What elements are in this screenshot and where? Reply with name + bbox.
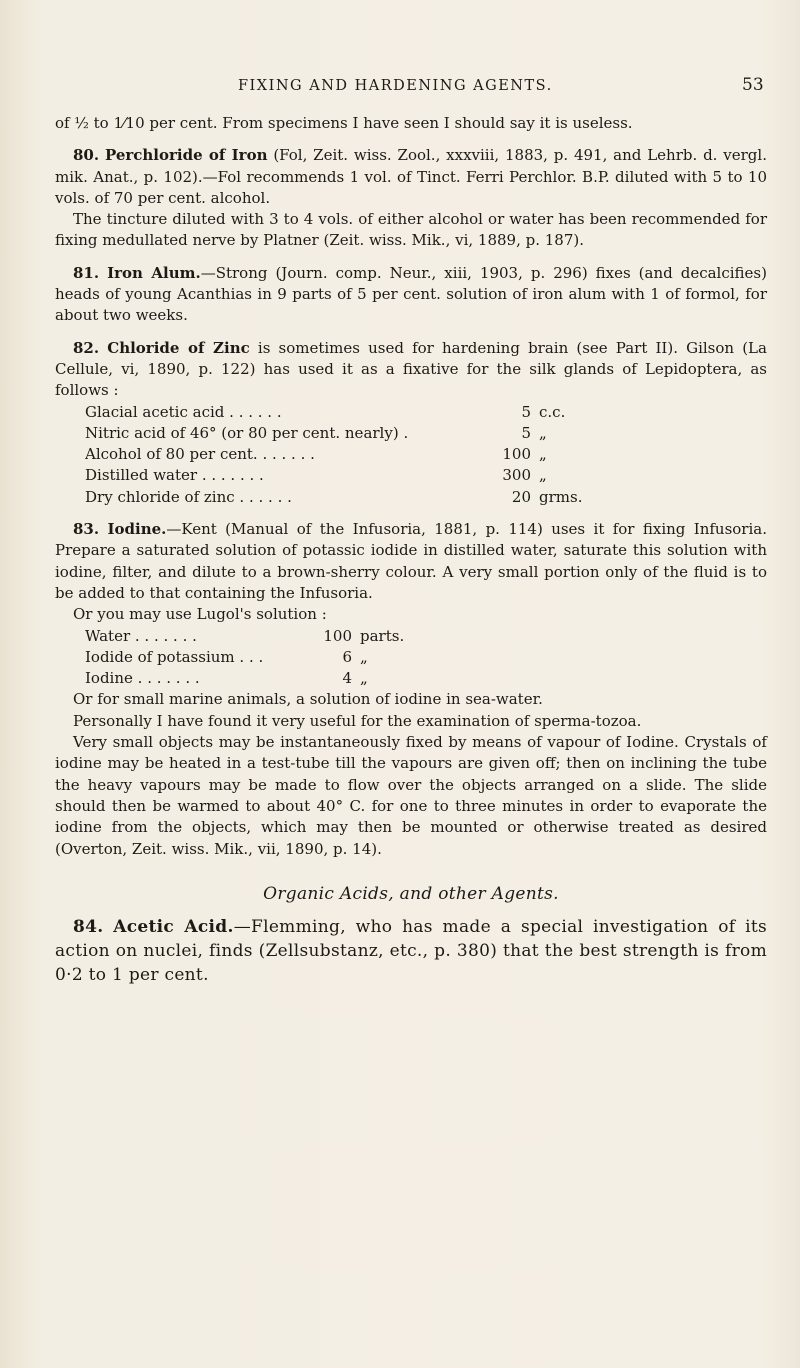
- recipe-amount: 300: [502, 466, 531, 485]
- recipe-row: [85, 444, 767, 465]
- recipe-unit: „: [539, 445, 547, 464]
- recipe-ingredient: Water . . . . . . .: [85, 626, 197, 645]
- recipe-row: [85, 423, 767, 444]
- continued-paragraph: of ½ to 1⁄10 per cent. From specimens I have seen I should say it is useless.: [55, 114, 633, 132]
- section-heading: Chloride of Zinc: [107, 338, 250, 357]
- section-81: [55, 263, 767, 327]
- recipe-row: [85, 487, 767, 508]
- recipe-amount: 100: [323, 626, 352, 645]
- recipe-ingredient: Alcohol of 80 per cent. . . . . . .: [85, 445, 315, 464]
- section-83-paragraph: Very small objects may be instantaneously fixed by means of vapour of Iodine. Crystals of iodine may be heated in a test-tube till the vapours are given off; then on inclining the tube the heavy vapours may be made to flow over the objects arranged on a slide. The slide should then be warmed to about 40° C. for one to three minutes in order to evaporate the iodine from the objects, which may then be mounted or otherwise treated as desired (Overton, Zeit. wiss. Mik., vii, 1890, p. 14).: [55, 733, 767, 858]
- section-heading: Acetic Acid.: [113, 917, 234, 938]
- subsection-heading: Organic Acids, and other Agents.: [263, 883, 559, 904]
- recipe-ingredient: Iodine . . . . . . .: [85, 669, 200, 688]
- page-body: [55, 113, 767, 987]
- section-83-paragraph: Or for small marine animals, a solution of iodine in sea-water.: [73, 690, 543, 709]
- section-number: 80.: [73, 146, 100, 165]
- recipe-ingredient: Distilled water . . . . . . .: [85, 466, 264, 485]
- running-title: FIXING AND HARDENING AGENTS.: [238, 78, 553, 94]
- recipe-row: [85, 402, 767, 423]
- zinc-fixative-recipe: [85, 402, 767, 508]
- recipe-ingredient: Glacial acetic acid . . . . . .: [85, 402, 282, 421]
- section-heading: Perchloride of Iron: [104, 146, 268, 165]
- recipe-row: [85, 647, 767, 668]
- page-number: 53: [742, 75, 764, 95]
- recipe-unit: „: [360, 647, 368, 666]
- recipe-unit: „: [539, 423, 547, 442]
- section-number: 81.: [73, 263, 100, 282]
- section-heading: Iodine.: [107, 520, 167, 539]
- recipe-amount: 5: [521, 423, 531, 442]
- recipe-amount: 4: [342, 669, 352, 688]
- section-84: [55, 915, 767, 987]
- recipe-amount: 5: [521, 402, 531, 421]
- recipe-ingredient: Iodide of potassium . . .: [85, 647, 264, 666]
- recipe-unit: „: [360, 669, 368, 688]
- lugol-recipe: [85, 626, 767, 690]
- section-text: (Fol, Zeit. wiss. Zool., xxxviii, 1883, p. 491, and Lehrb. d. vergl. mik. Anat., p. 102).—Fol recommends 1 vol. of Tinct. Ferri Perchlor. B.P. diluted with 5 to 10 vols. of 70 per cent. alcohol.: [55, 146, 767, 207]
- section-83-paragraph: Or you may use Lugol's solution :: [73, 605, 327, 624]
- section-80-paragraph: The tincture diluted with 3 to 4 vols. of either alcohol or water has been recommended for fixing medullated nerve by Platner (Zeit. wiss. Mik., vi, 1889, p. 187).: [55, 210, 767, 250]
- section-number: 83.: [73, 520, 100, 539]
- recipe-amount: 100: [502, 445, 531, 464]
- recipe-row: [85, 465, 767, 486]
- recipe-ingredient: Nitric acid of 46° (or 80 per cent. nearly) .: [85, 423, 409, 442]
- section-text: is sometimes used for hardening brain (see Part II). Gilson (La Cellule, vi, 1890, p. 122) has used it as a fixative for the silk glands of Lepidoptera, as follows :: [55, 338, 767, 400]
- section-number: 82.: [73, 338, 100, 357]
- section-83: [55, 519, 767, 604]
- section-83-paragraph: Personally I have found it very useful for the examination of sperma-tozoa.: [73, 711, 642, 730]
- section-heading: Iron Alum.: [107, 263, 201, 282]
- section-text: —Kent (Manual of the Infusoria, 1881, p. 114) uses it for fixing Infusoria. Prepare a saturated solution of potassic iodide in distilled water, saturate this solution with iodine, filter, and dilute to a brown-sherry colour. A very small portion only of the fluid is to be added to that containing the Infusoria.: [55, 520, 767, 602]
- recipe-unit: parts.: [360, 626, 405, 645]
- recipe-row: [85, 668, 767, 689]
- recipe-row: [85, 626, 767, 647]
- recipe-unit: grms.: [539, 487, 583, 506]
- recipe-unit: „: [539, 466, 547, 485]
- section-82: [55, 338, 767, 402]
- section-text: —Flemming, who has made a special investigation of its action on nuclei, finds (Zellsubstanz, etc., p. 380) that the best strength is from 0·2 to 1 per cent.: [55, 917, 767, 986]
- section-80: [55, 145, 767, 209]
- recipe-ingredient: Dry chloride of zinc . . . . . .: [85, 487, 292, 506]
- recipe-unit: c.c.: [539, 402, 566, 421]
- recipe-amount: 6: [342, 647, 352, 666]
- recipe-amount: 20: [511, 487, 531, 506]
- section-text: —Strong (Journ. comp. Neur., xiii, 1903, p. 296) fixes (and decalcifies) heads of young Acanthias in 9 parts of 5 per cent. solution of iron alum with 1 of formol, for about two weeks.: [55, 263, 767, 325]
- section-number: 84.: [73, 917, 104, 938]
